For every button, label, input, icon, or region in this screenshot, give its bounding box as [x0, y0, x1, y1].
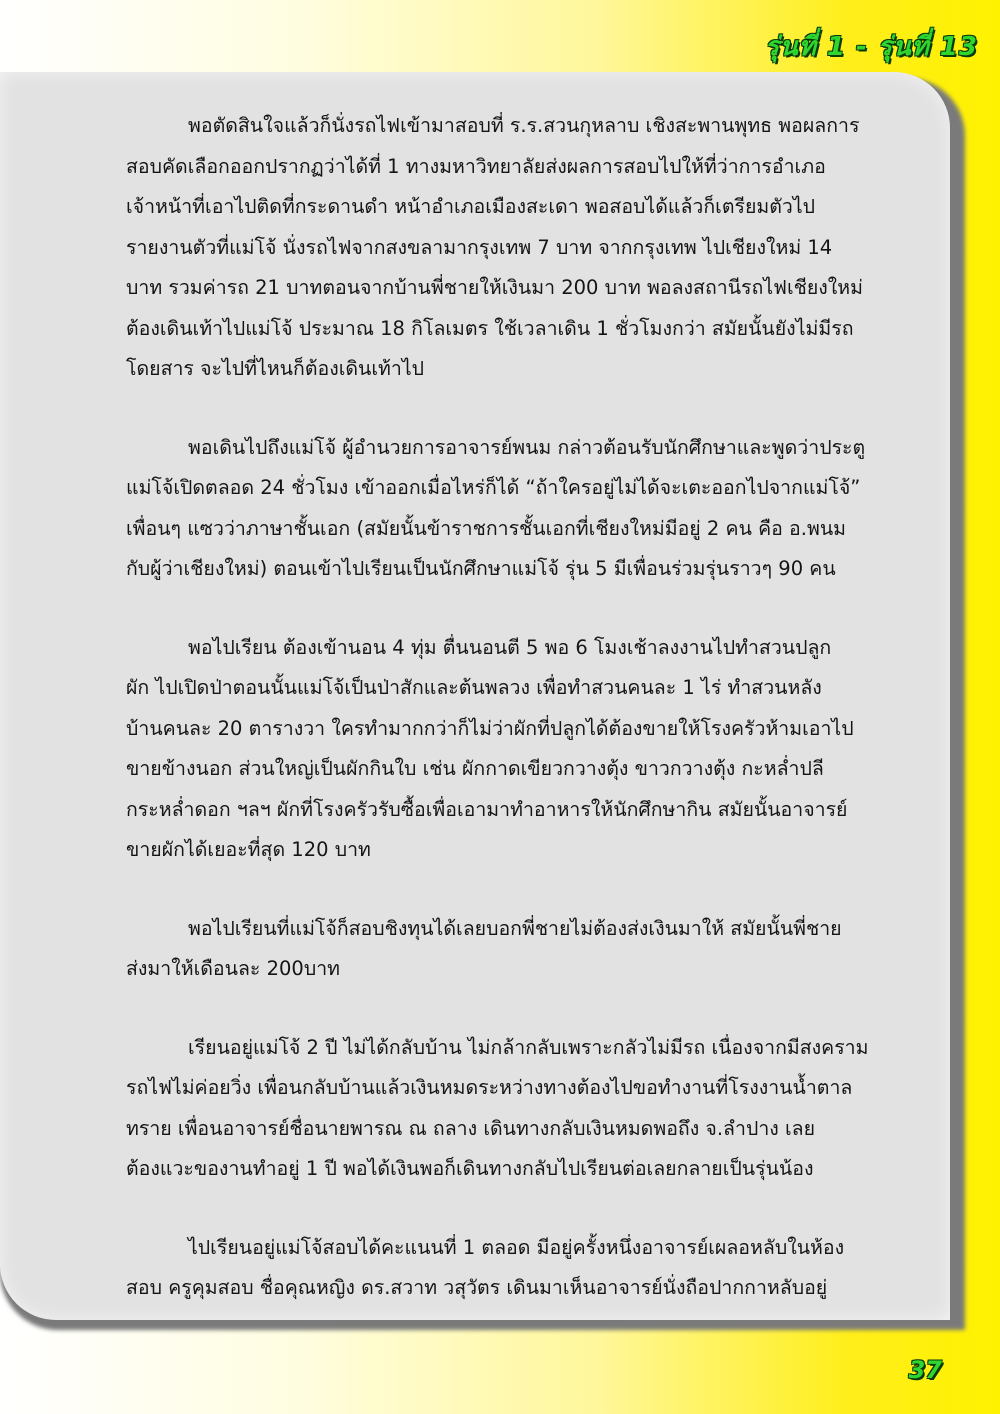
paragraph	[126, 106, 904, 390]
text-line: ต้องเดินเท้าไปแม่โจ้ ประมาณ 18 กิโลเมตร ใช้เวลาเดิน 1 ชั่วโมงกว่า สมัยนั้นยังไม่มีรถ	[126, 316, 854, 340]
text-line: รถไฟไม่ค่อยวิ่ง เพื่อนกลับบ้านแล้วเงินหมดระหว่างทางต้องไปขอทำงานที่โรงงานน้ำตาล	[126, 1076, 853, 1099]
paragraph	[126, 428, 904, 590]
text-line: ส่งมาให้เดือนละ 200บาท	[126, 957, 340, 980]
text-line: พอตัดสินใจแล้วก็นั่งรถไฟเข้ามาสอบที่ ร.ร.สวนกุหลาบ เชิงสะพานพุทธ พอผลการ	[188, 114, 860, 137]
paragraph	[126, 909, 904, 990]
paragraph	[126, 628, 904, 871]
page-number: 37	[908, 1356, 942, 1384]
text-line: เพื่อนๆ แซวว่าภาษาชั้นเอก (สมัยนั้นข้าราชการชั้นเอกที่เชียงใหม่มีอยู่ 2 คน คือ อ.พนม	[126, 516, 847, 540]
text-line: กระหล่ำดอก ฯลฯ ผักที่โรงครัวรับซื้อเพื่อเอามาทำอาหารให้นักศึกษากิน สมัยนั้นอาจารย์	[126, 797, 848, 821]
text-line: แม่โจ้เปิดตลอด 24 ชั่วโมง เข้าออกเมื่อไหร่ก็ได้ “ถ้าใครอยู่ไม่ได้จะเตะออกไปจากแม่โจ้”	[126, 476, 861, 499]
body-text	[126, 106, 904, 1309]
text-line: บาท รวมค่ารถ 21 บาทตอนจากบ้านพี่ชายให้เงินมา 200 บาท พอลงสถานีรถไฟเชียงใหม่	[126, 276, 864, 299]
text-line: ขายผักได้เยอะที่สุด 120 บาท	[126, 838, 371, 861]
text-line: สอบคัดเลือกออกปรากฏว่าได้ที่ 1 ทางมหาวิทยาลัยส่งผลการสอบไปให้ที่ว่าการอำเภอ	[126, 154, 826, 178]
text-line: รายงานตัวที่แม่โจ้ นั่งรถไฟจากสงขลามากรุงเทพ 7 บาท จากกรุงเทพ ไปเชียงใหม่ 14	[126, 235, 833, 259]
text-line: ต้องแวะของานทำอยู่ 1 ปี พอได้เงินพอก็เดินทางกลับไปเรียนต่อเลยกลายเป็นรุ่นน้อง	[126, 1157, 814, 1180]
text-line: พอเดินไปถึงแม่โจ้ ผู้อำนวยการอาจารย์พนม กล่าวต้อนรับนักศึกษาและพูดว่าประตู	[188, 435, 866, 459]
text-line: สอบ ครูคุมสอบ ชื่อคุณหญิง ดร.สวาท วสุวัตร เดินมาเห็นอาจารย์นั่งถือปากกาหลับอยู่	[126, 1276, 828, 1299]
text-line: ไปเรียนอยู่แม่โจ้สอบได้คะแนนที่ 1 ตลอด มีอยู่ครั้งหนึ่งอาจารย์เผลอหลับในห้อง	[188, 1235, 845, 1259]
text-line: เรียนอยู่แม่โจ้ 2 ปี ไม่ได้กลับบ้าน ไม่กล้ากลับเพราะกลัวไม่มีรถ เนื่องจากมีสงคราม	[188, 1035, 869, 1059]
text-line: พอไปเรียน ต้องเข้านอน 4 ทุ่ม ตื่นนอนตี 5 พอ 6 โมงเช้าลงงานไปทำสวนปลูก	[188, 635, 832, 659]
paragraph	[126, 1228, 904, 1309]
paragraph	[126, 1028, 904, 1190]
text-line: พอไปเรียนที่แม่โจ้ก็สอบชิงทุนได้เลยบอกพี่ชายไม่ต้องส่งเงินมาให้ สมัยนั้นพี่ชาย	[188, 916, 842, 940]
text-line: ผัก ไปเปิดป่าตอนนั้นแม่โจ้เป็นป่าสักและต้นพลวง เพื่อทำสวนคนละ 1 ไร่ ทำสวนหลัง	[126, 676, 822, 699]
text-line: บ้านคนละ 20 ตารางวา ใครทำมากกว่าก็ไม่ว่าผักที่ปลูกได้ต้องขายให้โรงครัวห้ามเอาไป	[126, 716, 854, 740]
text-line: กับผู้ว่าเชียงใหม่) ตอนเข้าไปเรียนเป็นนักศึกษาแม่โจ้ รุ่น 5 มีเพื่อนร่วมรุ่นราวๆ 90 คน	[126, 557, 836, 580]
header-title: รุ่นที่ 1 - รุ่นที่ 13	[764, 32, 978, 62]
text-line: โดยสาร จะไปที่ไหนก็ต้องเดินเท้าไป	[126, 357, 425, 380]
text-line: ขายข้างนอก ส่วนใหญ่เป็นผักกินใบ เช่น ผักกาดเขียวกวางตุ้ง ขาวกวางตุ้ง กะหล่ำปลี	[126, 757, 824, 780]
text-line: ทราย เพื่อนอาจารย์ชื่อนายพารณ ณ ถลาง เดินทางกลับเงินหมดพอถึง จ.ลำปาง เลย	[126, 1116, 816, 1140]
text-line: เจ้าหน้าที่เอาไปติดที่กระดานดำ หน้าอำเภอเมืองสะเดา พอสอบได้แล้วก็เตรียมตัวไป	[126, 195, 816, 218]
